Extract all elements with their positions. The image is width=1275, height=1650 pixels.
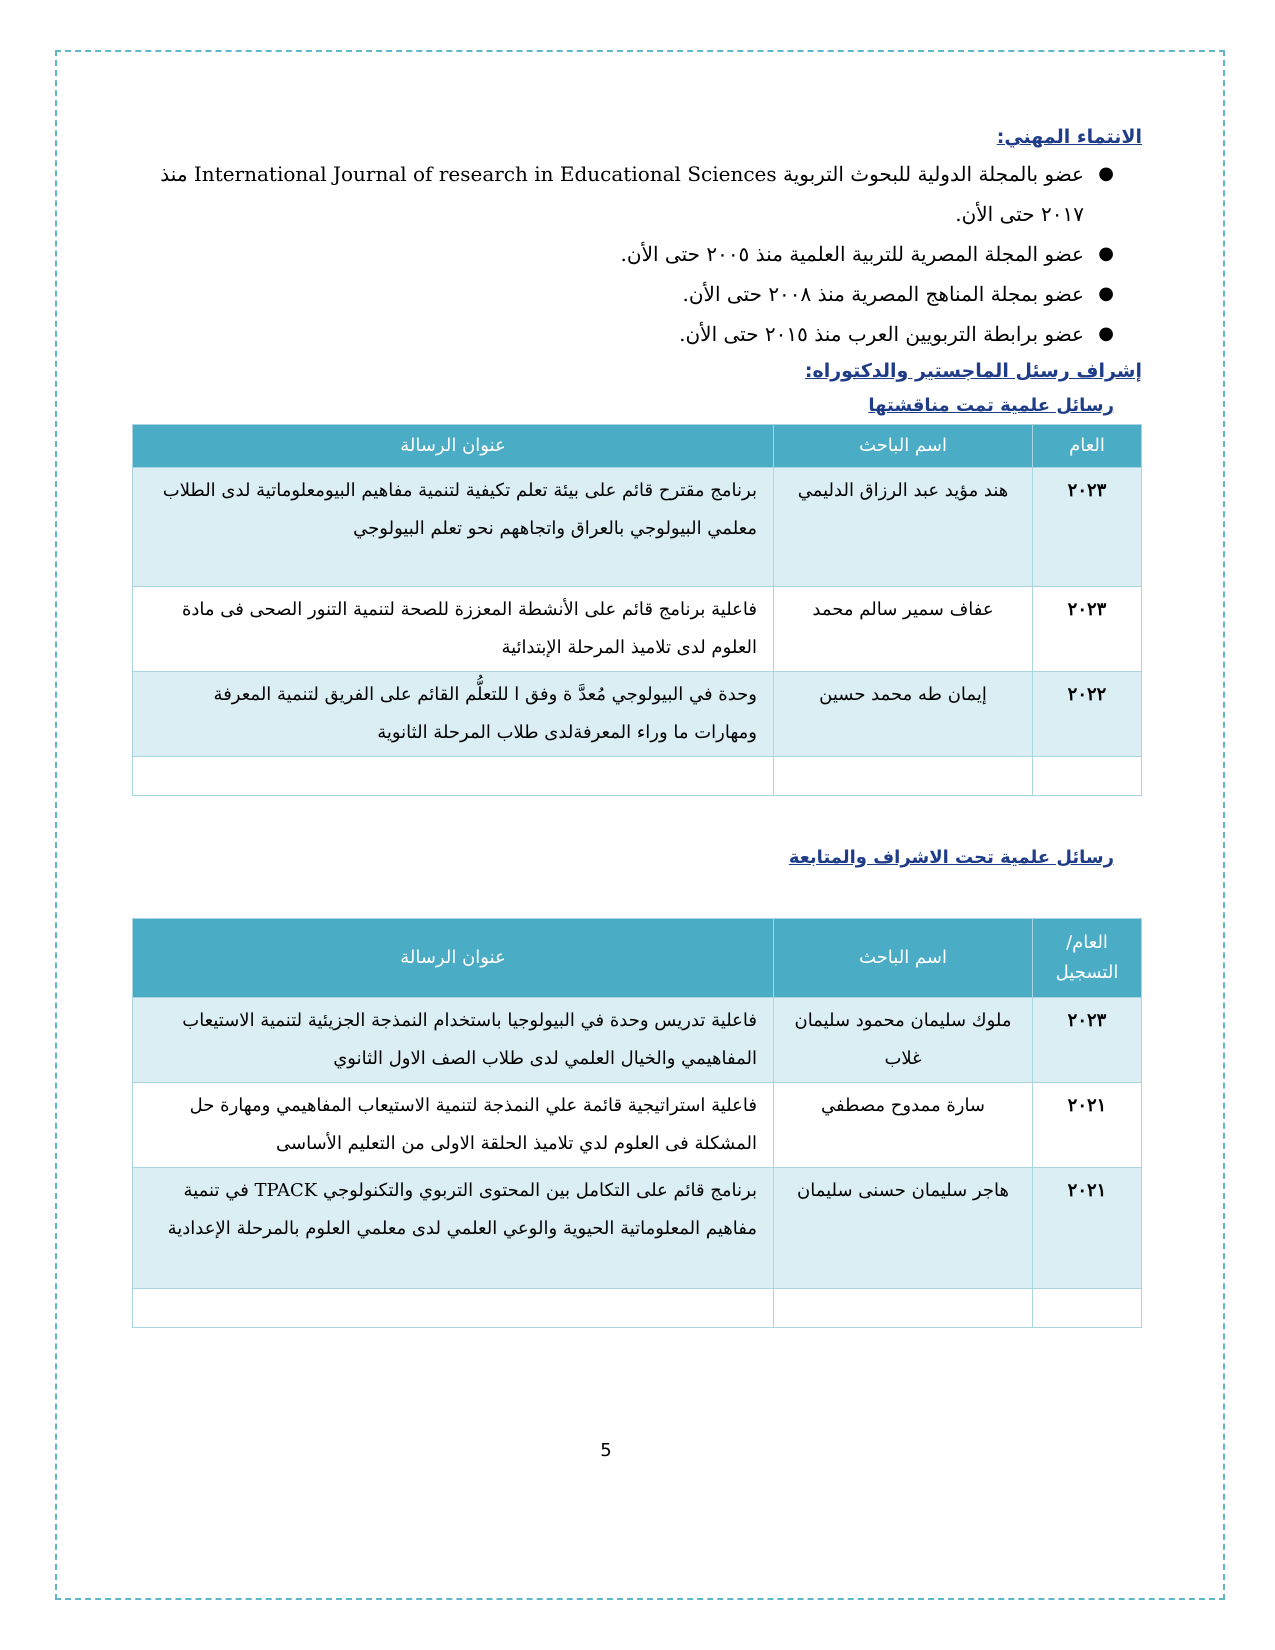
cell-title: فاعلية استراتيجية قائمة علي النمذجة لتنمية الاستيعاب المفاهيمي ومهارة حل المشكلة فى العلوم لدي تلاميذ الحلقة الاولى من التعليم الأساسى: [133, 1083, 774, 1168]
cell-year: ٢٠٢٣: [1033, 998, 1142, 1083]
membership-item: [132, 274, 1142, 314]
cell-year: ٢٠٢٣: [1033, 468, 1142, 587]
cell-researcher: إيمان طه محمد حسين: [774, 672, 1033, 757]
supervision-heading: إشراف رسئل الماجستير والدكتوراه:: [804, 360, 1142, 382]
membership-item-text: عضو برابطة التربويين العرب منذ ٢٠١٥ حتى الأن.: [679, 322, 1084, 346]
membership-item: [132, 154, 1142, 234]
cell-researcher: عفاف سمير سالم محمد: [774, 587, 1033, 672]
ongoing-heading: رسائل علمية تحت الاشراف والمتابعة: [788, 847, 1114, 868]
cell-title: فاعلية برنامج قائم على الأنشطة المعززة للصحة لتنمية التنور الصحى فى مادة العلوم لدى تلاميذ المرحلة الإبتدائية: [133, 587, 774, 672]
table-header-row: [133, 919, 1142, 998]
page-content: [132, 120, 1142, 1328]
cell-title: فاعلية تدريس وحدة في البيولوجيا باستخدام النمذجة الجزيئية لتنمية الاستيعاب المفاهيمي والخيال العلمي لدى طلاب الصف الاول الثانوي: [133, 998, 774, 1083]
cell-title: [133, 1289, 774, 1328]
membership-item-text: عضو المجلة المصرية للتربية العلمية منذ ٢٠٠٥ حتى الأن.: [620, 242, 1084, 266]
discussed-table: [132, 424, 1142, 796]
cell-year: [1033, 757, 1142, 796]
table-row: [133, 1083, 1142, 1168]
table-row: [133, 1289, 1142, 1328]
cell-title: وحدة في البيولوجي مُعدَّ ة وفق ا للتعلُّم القائم على الفريق لتنمية المعرفة ومهارات ما وراء المعرفةلدى طلاب المرحلة الثانوية: [133, 672, 774, 757]
cell-title: برنامج قائم على التكامل بين المحتوى التربوي والتكنولوجي TPACK في تنمية مفاهيم المعلوماتية الحيوية والوعي العلمي لدى معلمي العلوم بالمرحلة الإعدادية: [133, 1168, 774, 1289]
membership-list: [132, 154, 1142, 354]
table-row: [133, 468, 1142, 587]
column-header-year: العام/ التسجيل: [1033, 919, 1142, 998]
bullet-icon: ●: [1098, 323, 1114, 344]
cell-researcher: سارة ممدوح مصطفي: [774, 1083, 1033, 1168]
cell-year: ٢٠٢٣: [1033, 587, 1142, 672]
membership-item: [132, 314, 1142, 354]
column-header-researcher: اسم الباحث: [774, 425, 1033, 468]
table-row: [133, 672, 1142, 757]
cell-year: [1033, 1289, 1142, 1328]
ongoing-table: [132, 918, 1142, 1328]
table-row: [133, 757, 1142, 796]
cell-title: برنامج مقترح قائم على بيئة تعلم تكيفية لتنمية مفاهيم البيومعلوماتية لدى الطلاب معلمي البيولوجي بالعراق واتجاههم نحو تعلم البيولوجي: [133, 468, 774, 587]
discussed-heading: رسائل علمية تمت مناقشتها: [868, 395, 1114, 416]
cell-year: ٢٠٢٢: [1033, 672, 1142, 757]
column-header-year: العام: [1033, 425, 1142, 468]
membership-heading: الانتماء المهني:: [996, 126, 1142, 148]
bullet-icon: ●: [1098, 163, 1114, 184]
page-number: 5: [600, 1440, 612, 1461]
cell-year: ٢٠٢١: [1033, 1168, 1142, 1289]
cell-researcher: ملوك سليمان محمود سليمان غلاب: [774, 998, 1033, 1083]
cell-researcher: [774, 757, 1033, 796]
cell-title: [133, 757, 774, 796]
membership-item-text: عضو بمجلة المناهج المصرية منذ ٢٠٠٨ حتى الأن.: [682, 282, 1084, 306]
membership-item-text: عضو بالمجلة الدولية للبحوث التربوية International Journal of research in Educational Sciences منذ ٢٠١٧ حتى الأن.: [160, 162, 1084, 226]
table-header-row: [133, 425, 1142, 468]
cell-researcher: هاجر سليمان حسنى سليمان: [774, 1168, 1033, 1289]
table-row: [133, 1168, 1142, 1289]
column-header-title: عنوان الرسالة: [133, 919, 774, 998]
bullet-icon: ●: [1098, 283, 1114, 304]
membership-item: [132, 234, 1142, 274]
table-row: [133, 587, 1142, 672]
cell-researcher: هند مؤيد عبد الرزاق الدليمي: [774, 468, 1033, 587]
bullet-icon: ●: [1098, 243, 1114, 264]
cell-researcher: [774, 1289, 1033, 1328]
table-row: [133, 998, 1142, 1083]
cell-year: ٢٠٢١: [1033, 1083, 1142, 1168]
column-header-title: عنوان الرسالة: [133, 425, 774, 468]
column-header-researcher: اسم الباحث: [774, 919, 1033, 998]
